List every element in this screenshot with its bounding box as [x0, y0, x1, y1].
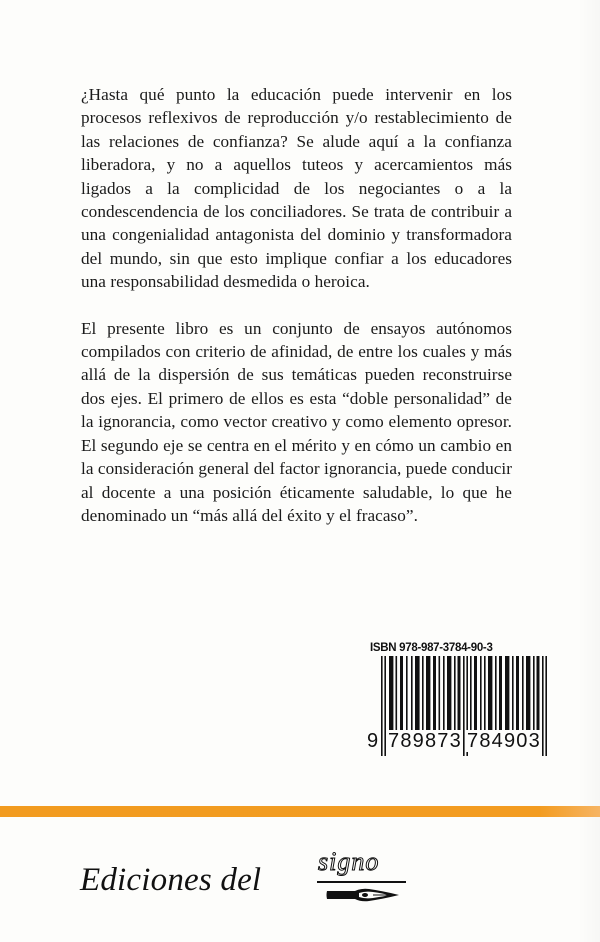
- blurb-paragraph-2: El presente libro es un conjunto de ensayos autónomos compilados con criterio de afinidad, de entre los cuales y más allá de la dispersión de sus temáticas pueden reconstruirse dos ejes. El primero de ellos es esta “doble personalidad” de la ignorancia, como vector creativo y como elemento opresor. El segundo eje se centra en el mérito y en cómo un cambio en la consideración general del factor ignorancia, puede conducir al docente a una posición éticamente saludable, lo que he denominado un “más allá del éxito y el fracaso”.: [81, 318, 512, 525]
- imprint-underline: [317, 881, 406, 883]
- blurb-paragraph-1: ¿Hasta qué punto la educación puede intervenir en los procesos reflexivos de reproducción y/o restablecimiento de las relaciones de confianza? Se alude aquí a la confianza liberadora, y no a aquellos tuteos y acercamientos más ligados a la complicidad de los negociantes o a la condescendencia de los conciliadores. Se trata de contribuir a una congenialidad antagonista del dominio y transformadora del mundo, sin que esto implique confiar a los educadores una responsabilidad desmedida o heroica.: [81, 85, 512, 292]
- publisher-imprint: signo: [318, 847, 380, 876]
- back-cover-blurb: [81, 83, 512, 527]
- fountain-pen-nib-icon: [325, 887, 401, 908]
- barcode-left-digits: 789873: [388, 730, 462, 752]
- isbn-barcode: [367, 642, 552, 758]
- barcode-right-digits: 784903: [467, 730, 541, 752]
- publisher-logo: [80, 848, 410, 918]
- isbn-label: ISBN 978-987-3784-90-3: [370, 642, 493, 654]
- page-edge-shadow: [578, 0, 600, 942]
- barcode-lead-digit: 9: [367, 730, 380, 752]
- orange-accent-rule: [0, 806, 600, 817]
- publisher-name: Ediciones del: [80, 862, 262, 898]
